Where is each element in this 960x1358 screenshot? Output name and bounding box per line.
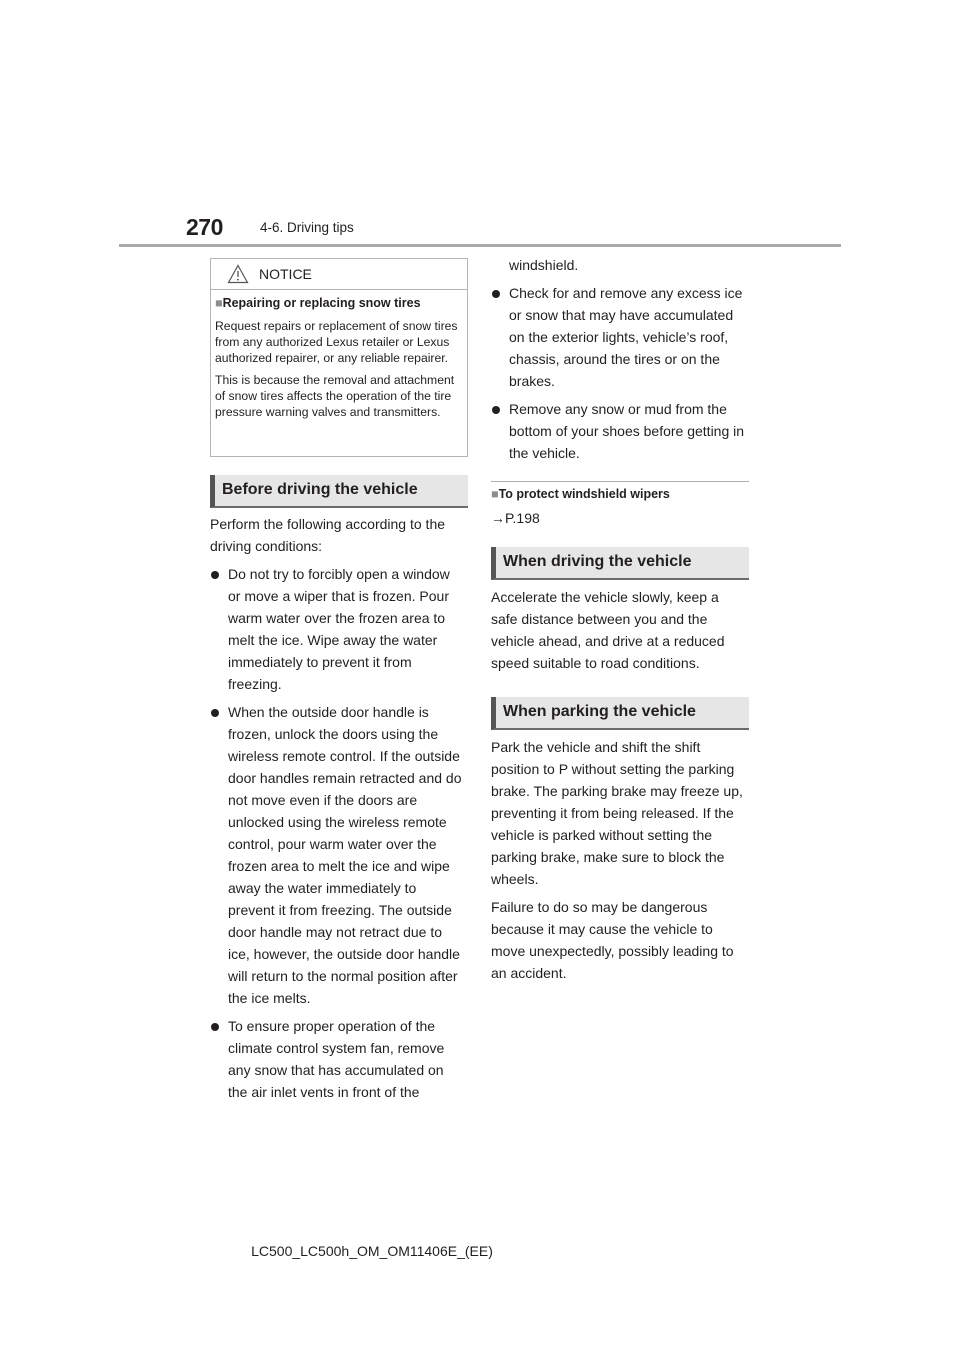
bullet-icon bbox=[492, 406, 500, 414]
heading-before-driving: Before driving the vehicle bbox=[210, 475, 468, 508]
bullet-icon bbox=[492, 290, 500, 298]
header-divider bbox=[119, 244, 841, 247]
parking-paragraph: Failure to do so may be dangerous because it may cause the vehicle to move unexpectedly, possibly leading to an accident. bbox=[491, 899, 734, 981]
list-item-continuation: windshield. bbox=[509, 257, 579, 273]
notice-paragraph: Request repairs or replacement of snow tires from any authorized Lexus retailer or Lexus authorized repairer, or any reliable repairer. bbox=[215, 319, 458, 365]
notice-body bbox=[211, 290, 467, 420]
notice-box bbox=[210, 258, 468, 457]
heading-when-parking: When parking the vehicle bbox=[491, 697, 749, 730]
subsection-divider bbox=[491, 481, 749, 482]
page-reference-link[interactable]: →P.198 bbox=[491, 510, 540, 526]
before-driving-text bbox=[210, 513, 464, 1109]
footer: LC500_LC500h_OM_OM11406E_(EE) bbox=[251, 1243, 493, 1259]
when-parking-text bbox=[491, 736, 749, 990]
before-driving-text-continued bbox=[491, 254, 749, 470]
heading-when-driving: When driving the vehicle bbox=[491, 547, 749, 580]
when-driving-text: Accelerate the vehicle slowly, keep a safe distance between you and the vehicle ahead, and drive at a reduced speed suitable to road conditions. bbox=[491, 589, 725, 671]
notice-subheading: ■Repairing or replacing snow tires bbox=[215, 296, 421, 310]
bullet-icon bbox=[211, 709, 219, 717]
parking-paragraph: Park the vehicle and shift the shift position to P without setting the parking brake. The parking brake may freeze up, preventing it from being released. If the vehicle is parked without setting the parking brake, make sure to block the wheels. bbox=[491, 739, 743, 887]
intro-paragraph: Perform the following according to the driving conditions: bbox=[210, 516, 446, 554]
notice-title: NOTICE bbox=[259, 266, 312, 282]
page-number: 270 bbox=[186, 214, 223, 240]
list-item: Do not try to forcibly open a window or move a wiper that is frozen. Pour warm water over the frozen area to melt the ice. Wipe away the water immediately to prevent it from freezing. bbox=[210, 563, 464, 695]
list-item: When the outside door handle is frozen, unlock the doors using the wireless remote control. If the outside door handles remain retracted and do not move even if the doors are unlocked using the wireless remote control, pour warm water over the frozen area to melt the ice and wipe away the water immediately to prevent it from freezing. The outside door handle may not retract due to ice, however, the outside door handle will return to the normal position after the ice melts. bbox=[210, 701, 464, 1009]
list-item: Remove any snow or mud from the bottom of your shoes before getting in the vehicle. bbox=[491, 398, 749, 464]
list-item: To ensure proper operation of the climate control system fan, remove any snow that has accumulated on the air inlet vents in front of the bbox=[210, 1015, 464, 1103]
subsection-title: ■To protect windshield wipers bbox=[491, 487, 670, 501]
list-item: Check for and remove any excess ice or snow that may have accumulated on the exterior lights, vehicle’s roof, chassis, around the tires or on the brakes. bbox=[491, 282, 749, 392]
bullet-icon bbox=[211, 571, 219, 579]
square-bullet-icon: ■ bbox=[215, 296, 223, 310]
notice-paragraph: This is because the removal and attachment of snow tires affects the operation of the tire pressure warning valves and transmitters. bbox=[215, 373, 455, 419]
square-bullet-icon: ■ bbox=[491, 487, 499, 501]
bullet-icon bbox=[211, 1023, 219, 1031]
section-title: 4-6. Driving tips bbox=[260, 220, 354, 235]
warning-triangle-icon bbox=[227, 264, 249, 284]
notice-header bbox=[211, 259, 467, 290]
